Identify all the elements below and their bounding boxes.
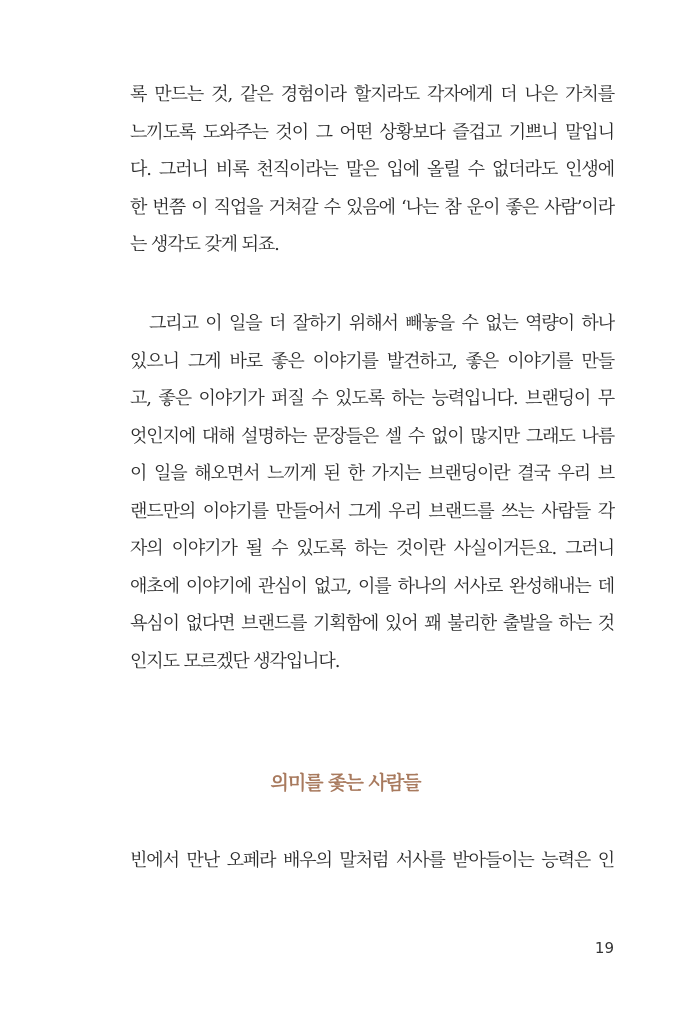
text-line: 엇인지에 대해 설명하는 문장들은 셀 수 없이 많지만 그래도 나름: [130, 426, 614, 447]
text-line: 있으니 그게 바로 좋은 이야기를 발견하고, 좋은 이야기를 만들: [130, 351, 614, 372]
text-line: 이 일을 해오면서 느끼게 된 한 가지는 브랜딩이란 결국 우리 브: [130, 463, 614, 484]
text-line: 는 생각도 갖게 되죠.: [130, 234, 279, 255]
text-line: 다. 그러니 비록 천직이라는 말은 입에 올릴 수 없더라도 인생에: [130, 159, 614, 180]
text-line: 느끼도록 도와주는 것이 그 어떤 상황보다 즐겁고 기쁘니 말입니: [130, 122, 614, 143]
text-line: 랜드만의 이야기를 만들어서 그게 우리 브랜드를 쓰는 사람들 각: [130, 501, 614, 522]
text-line: 한 번쯤 이 직업을 거쳐갈 수 있음에 ‘나는 참 운이 좋은 사람’이라: [130, 197, 614, 218]
page-number: 19: [594, 939, 614, 957]
section-heading: 의미를 좇는 사람들: [270, 772, 421, 794]
text-line: 빈에서 만난 오페라 배우의 말처럼 서사를 받아들이는 능력은 인: [130, 850, 614, 871]
text-line: 욕심이 없다면 브랜드를 기획함에 있어 꽤 불리한 출발을 하는 것: [130, 613, 614, 634]
text-line: 고, 좋은 이야기가 퍼질 수 있도록 하는 능력입니다. 브랜딩이 무: [130, 388, 614, 409]
text-line: 애초에 이야기에 관심이 없고, 이를 하나의 서사로 완성해내는 데: [130, 576, 614, 597]
text-line: 인지도 모르겠단 생각입니다.: [130, 651, 340, 672]
text-line: 그리고 이 일을 더 잘하기 위해서 빼놓을 수 없는 역량이 하나: [149, 313, 614, 334]
text-line: 자의 이야기가 될 수 있도록 하는 것이란 사실이거든요. 그러니: [130, 538, 614, 559]
text-line: 록 만드는 것, 같은 경험이라 할지라도 각자에게 더 나은 가치를: [130, 84, 614, 105]
